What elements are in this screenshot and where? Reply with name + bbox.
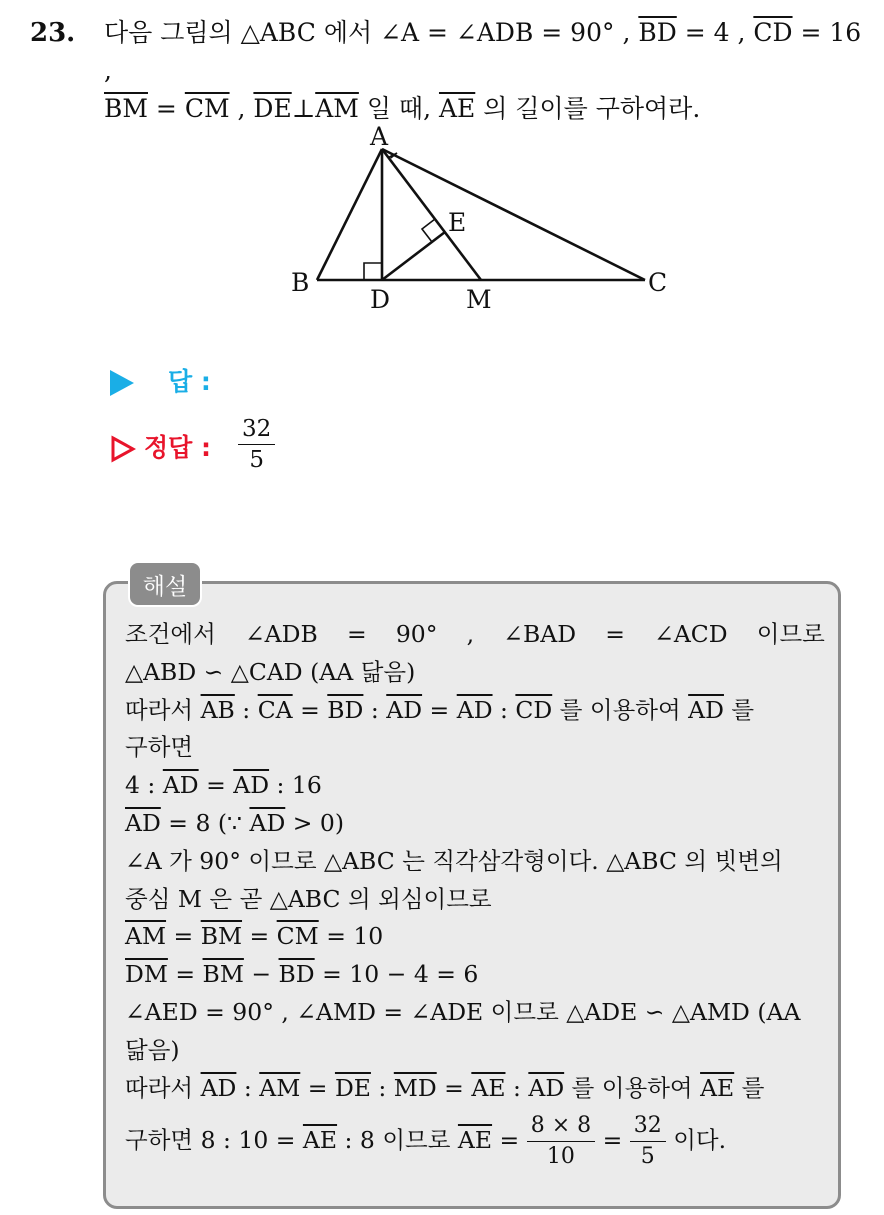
segment: $\overline{AD}$	[528, 1073, 565, 1102]
text: 구하면 8 : 10 =	[125, 1126, 303, 1155]
text: =	[167, 960, 203, 989]
text: : 8 이므로	[337, 1126, 458, 1155]
solution-tab: 해설	[128, 561, 202, 607]
label-m: M	[466, 285, 492, 314]
solution-line-2: △ABD ∽ △CAD (AA 닮음)	[125, 657, 416, 686]
text: =	[166, 922, 201, 951]
text: =	[292, 695, 328, 724]
text: = 10 − 4 = 6	[314, 960, 479, 989]
correct-answer-row	[110, 416, 272, 473]
text: = 16 ,	[104, 18, 862, 85]
text: =	[422, 695, 457, 724]
fraction-denominator: 5	[640, 1144, 655, 1170]
segment: $\overline{AE}$	[457, 1126, 493, 1155]
text: =	[436, 1073, 472, 1102]
text: 따라서	[125, 695, 201, 724]
segment: $\overline{CA}$	[257, 695, 293, 724]
segment: $\overline{MD}$	[393, 1073, 437, 1102]
text: 이므로	[756, 620, 825, 648]
text: :	[236, 1073, 260, 1102]
segment-cm: $\overline{CM}$	[184, 94, 230, 123]
segment-bm: $\overline{BM}$	[104, 94, 148, 123]
segment: $\overline{CD}$	[515, 695, 553, 724]
text: =	[198, 771, 234, 800]
perp-symbol: ⊥	[291, 94, 316, 123]
solution-line-12: 닮음)	[125, 1035, 180, 1064]
text: :	[234, 695, 258, 724]
segment: $\overline{AD}$	[125, 808, 161, 837]
problem-number: 23.	[30, 18, 76, 48]
segment: $\overline{AM}$	[259, 1073, 301, 1102]
side-ab	[317, 149, 382, 280]
text: 를 이용하여	[552, 695, 689, 724]
segment: $\overline{DM}$	[125, 960, 168, 989]
segment: $\overline{BM}$	[202, 960, 244, 989]
triangle-figure	[280, 112, 680, 322]
text: 따라서	[125, 1073, 201, 1102]
segment: $\overline{AD}$	[200, 1073, 237, 1102]
right-angle-mark-d	[364, 263, 382, 280]
correct-answer-fraction	[238, 416, 275, 473]
text: : 16	[269, 771, 322, 800]
text: ,	[466, 620, 475, 648]
solution-line-13	[125, 1070, 825, 1108]
text: =	[595, 1126, 630, 1155]
solution-line-1	[125, 616, 825, 654]
text: 일 때,	[358, 94, 439, 123]
text: :	[363, 695, 387, 724]
segment: $\overline{BD}$	[278, 960, 315, 989]
text: ,	[229, 94, 254, 123]
solution-line-8: 중심 M 은 곧 △ABC 의 외심이므로	[125, 884, 492, 913]
segment-de	[382, 232, 445, 280]
segment-bd: $\overline{BD}$	[638, 18, 677, 47]
segment-am: $\overline{AM}$	[315, 94, 359, 123]
text: :	[370, 1073, 394, 1102]
problem-line-1	[104, 14, 874, 90]
segment: $\overline{CM}$	[276, 922, 319, 951]
text: =	[605, 620, 625, 648]
fraction-numerator: 32	[238, 416, 275, 445]
correct-answer-label: 정답 :	[144, 433, 212, 462]
solution-line-3	[125, 692, 825, 730]
segment: $\overline{AB}$	[200, 695, 235, 724]
segment: $\overline{DE}$	[334, 1073, 371, 1102]
text: = 10	[318, 922, 384, 951]
label-c: C	[648, 268, 668, 297]
segment-de: $\overline{DE}$	[253, 94, 292, 123]
text: −	[243, 960, 279, 989]
text: 다음 그림의 △ABC 에서 ∠A = ∠ADB = 90° ,	[104, 18, 639, 47]
text: :	[505, 1073, 529, 1102]
answer-row	[110, 362, 211, 398]
solution-line-4: 구하면	[125, 733, 194, 762]
solution-line-10	[125, 956, 825, 994]
fraction-numerator: 32	[630, 1113, 666, 1142]
text: = 8 (∵	[160, 808, 250, 837]
text: =	[300, 1073, 335, 1102]
right-angle-mark-e	[422, 219, 435, 242]
text: 를	[734, 1073, 765, 1102]
text: ∠ADB	[244, 620, 318, 648]
text: =	[346, 620, 367, 648]
outline-triangle-icon	[110, 435, 136, 463]
text: 조건에서	[125, 620, 216, 648]
label-e: E	[448, 208, 467, 237]
segment: $\overline{AD}$	[456, 695, 493, 724]
label-a: A	[370, 122, 389, 151]
label-b: B	[291, 268, 310, 297]
fraction-32-over-5	[630, 1113, 666, 1170]
segment: $\overline{BD}$	[327, 695, 364, 724]
text: 를 이용하여	[564, 1073, 701, 1102]
segment: $\overline{BM}$	[200, 922, 243, 951]
segment: $\overline{AD}$	[249, 808, 286, 837]
fraction-denominator: 10	[546, 1144, 575, 1170]
segment-cd: $\overline{CD}$	[753, 18, 793, 47]
solution-line-7: ∠A 가 90° 이므로 △ABC 는 직각삼각형이다. △ABC 의 빗변의	[125, 846, 783, 875]
fraction-8x8-over-10	[527, 1113, 595, 1170]
text: :	[492, 695, 516, 724]
segment: $\overline{AD}$	[688, 695, 724, 724]
text: =	[242, 922, 277, 951]
play-triangle-icon	[110, 370, 134, 396]
solution-body	[125, 616, 825, 1173]
segment-ae: $\overline{AE}$	[438, 94, 476, 123]
text: =	[492, 1126, 527, 1155]
label-d: D	[370, 285, 391, 314]
solution-line-9	[125, 918, 825, 956]
answer-label: 답 :	[168, 367, 211, 396]
text: 를	[723, 695, 755, 724]
text: 4 :	[125, 771, 163, 800]
text: > 0)	[285, 808, 345, 837]
text: = 4 ,	[676, 18, 754, 47]
text: =	[147, 94, 185, 123]
problem-text	[104, 14, 874, 128]
segment: $\overline{AE}$	[302, 1126, 338, 1155]
text: 90°	[395, 620, 438, 648]
segment: $\overline{AE}$	[471, 1073, 506, 1102]
solution-line-14	[125, 1113, 825, 1173]
segment: $\overline{AM}$	[125, 922, 167, 951]
text: 의 길이를 구하여라.	[475, 94, 701, 123]
fraction-numerator: 8 × 8	[527, 1113, 595, 1142]
segment: $\overline{AD}$	[386, 695, 423, 724]
segment: $\overline{AD}$	[233, 771, 270, 800]
segment: $\overline{AE}$	[700, 1073, 735, 1102]
text: ∠ACD	[654, 620, 728, 648]
text: 이다.	[665, 1126, 727, 1155]
solution-line-5	[125, 767, 825, 805]
segment: $\overline{AD}$	[162, 771, 199, 800]
solution-line-11: ∠AED = 90° , ∠AMD = ∠ADE 이므로 △ADE ∽ △AMD (AA	[125, 997, 801, 1026]
text: ∠BAD	[503, 620, 577, 648]
solution-line-6	[125, 805, 825, 843]
fraction-denominator: 5	[249, 447, 264, 473]
side-ac	[382, 149, 645, 280]
